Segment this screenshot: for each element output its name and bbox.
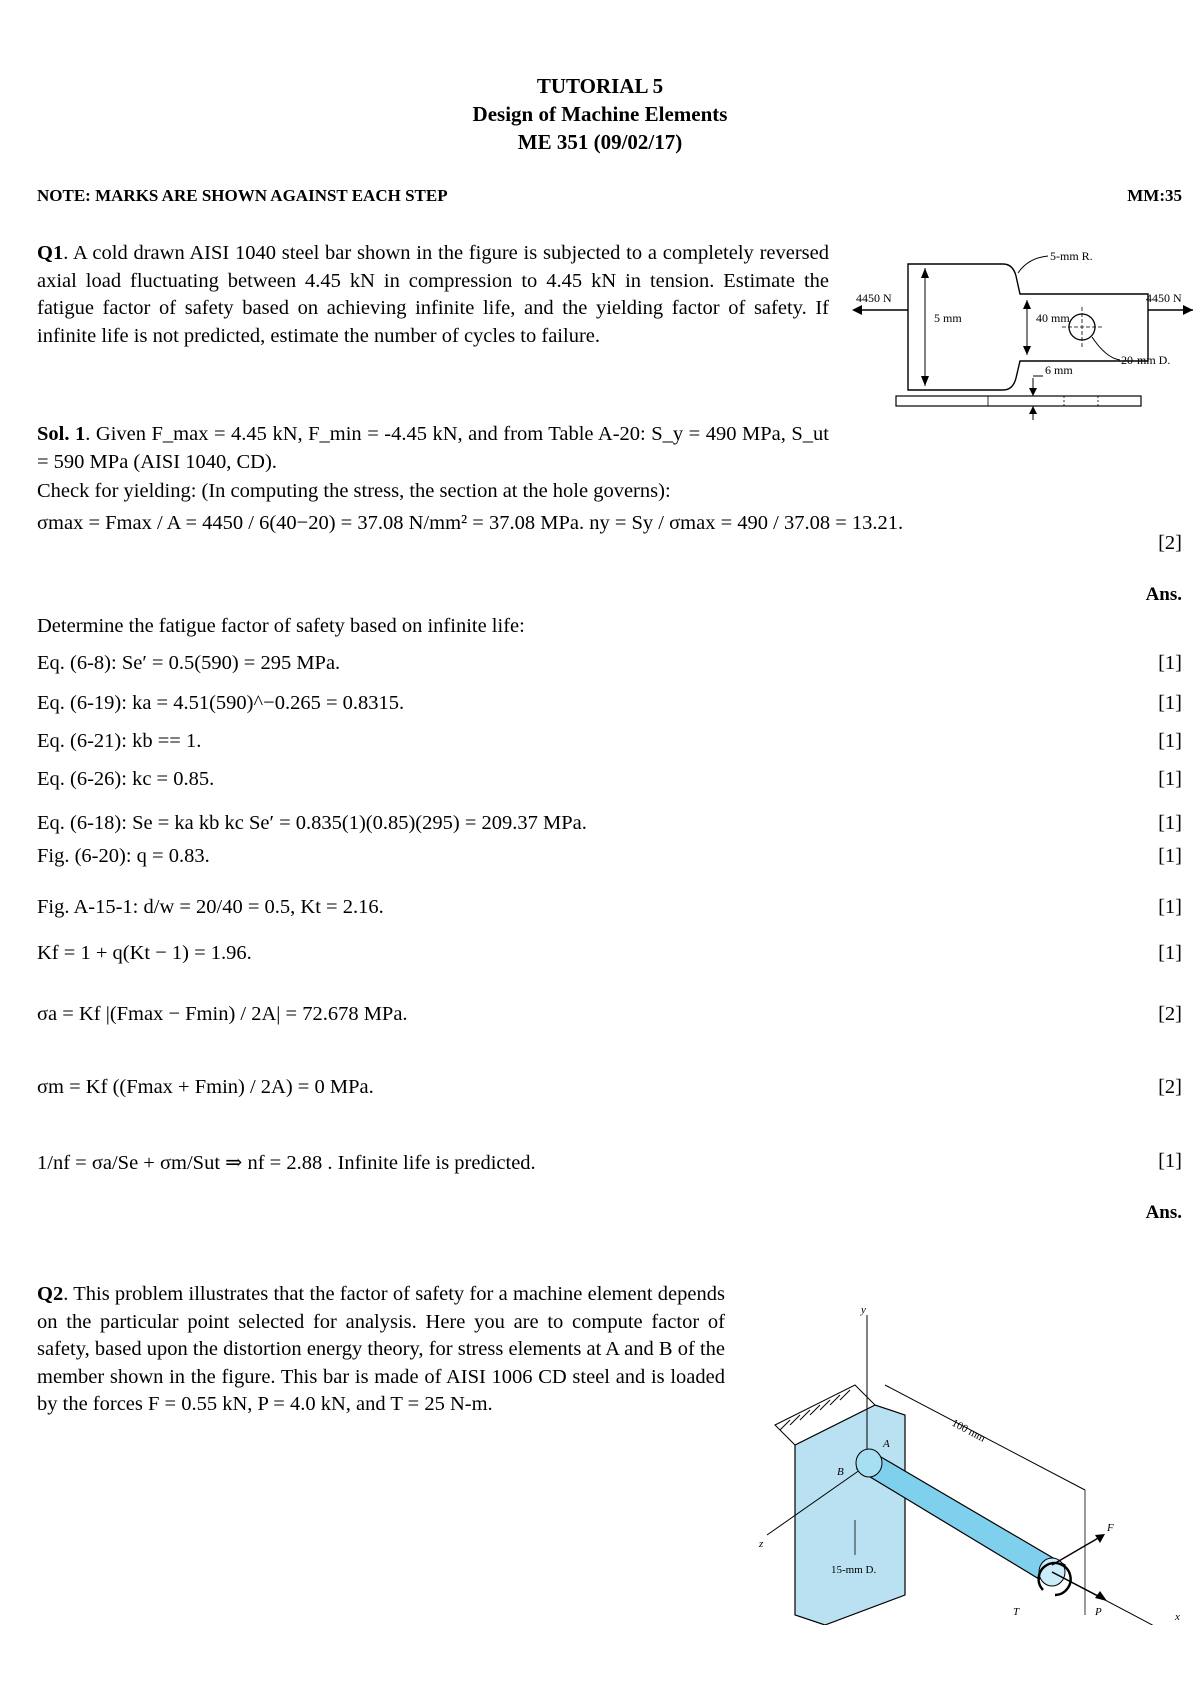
mark-eq-kf: [1] [1158, 942, 1182, 964]
mark-fig-a-15-1: [1] [1158, 896, 1182, 918]
length-label: 100 mm [949, 1417, 988, 1445]
mark-eq-sigma-a: [2] [1158, 1003, 1182, 1025]
mark-eq-6-21: [1] [1158, 730, 1182, 752]
figure-notched-bar [848, 248, 1193, 423]
diameter-label: 15-mm D. [831, 1564, 877, 1576]
eq-kf: Kf = 1 + q(Kt − 1) = 1.96. [37, 942, 252, 964]
mark-yield: [2] [1158, 532, 1182, 554]
eq-sigma-m: σm = Kf ((Fmax + Fmin) / 2A) = 0 MPa. [37, 1076, 374, 1098]
point-b-label: B [837, 1466, 844, 1478]
question-2-text: . This problem illustrates that the factor of safety for a machine element depends on the particular point selected for analysis. Here you are to compute factor of safety, based upon the distortion energy theory, for stress elements at A and B of the member shown in the figure. This bar is made of AISI 1006 CD steel and is loaded by the forces F = 0.55 kN, P = 4.0 kN, and T = 25 N-m. [37, 1283, 725, 1415]
eq-goodman: 1/nf = σa/Se + σm/Sut ⇒ nf = 2.88 . Infinite life is predicted. [37, 1152, 536, 1174]
eq-sigma-a: σa = Kf |(Fmax − Fmin) / 2A| = 72.678 MPa. [37, 1003, 408, 1025]
fig-6-20: Fig. (6-20): q = 0.83. [37, 845, 210, 867]
answer-1a: Ans. [1145, 584, 1182, 605]
figure-cantilever-shaft [755, 1295, 1195, 1625]
eq-6-26: Eq. (6-26): kc = 0.85. [37, 768, 215, 790]
force-p-label: P [1095, 1606, 1102, 1618]
question-1-label: Q1 [37, 242, 64, 264]
question-2 [37, 1281, 725, 1419]
load-right-label: 4450 N [1146, 291, 1182, 305]
answer-1b: Ans. [1145, 1202, 1182, 1223]
thickness-label: 6 mm [1045, 363, 1073, 377]
yield-check-text: Check for yielding: (In computing the stress, the section at the hole governs): [37, 480, 671, 502]
mark-eq-6-18: [1] [1158, 812, 1182, 834]
width-small-label: 5 mm [934, 311, 962, 325]
solution-1-given-text: . Given F_max = 4.45 kN, F_min = -4.45 kN, and from Table A-20: S_y = 490 MPa, S_ut = 590 MPa (AISI 1040, CD). [37, 423, 829, 473]
question-1-text: . A cold drawn AISI 1040 steel bar shown in the figure is subjected to a completely reversed axial load fluctuating between 4.45 kN in compression to 4.45 kN in tension. Estimate the fatigue factor of safety based on achieving infinite life, and the yielding factor of safety. If infinite life is not predicted, estimate the number of cycles to failure. [37, 242, 829, 347]
mark-eq-6-8: [1] [1158, 652, 1182, 674]
width-large-label: 40 mm [1036, 311, 1070, 325]
question-2-label: Q2 [37, 1283, 64, 1305]
mark-eq-6-26: [1] [1158, 768, 1182, 790]
solution-1-given [37, 421, 829, 476]
mark-eq-sigma-m: [2] [1158, 1076, 1182, 1098]
force-f-label: F [1107, 1522, 1114, 1534]
course-code: ME 351 (09/02/17) [517, 130, 683, 154]
mark-eq-goodman: [1] [1158, 1150, 1182, 1172]
axis-x-label: x [1175, 1611, 1180, 1623]
hole-label: 20-mm D. [1121, 353, 1171, 367]
fillet-label: 5-mm R. [1050, 249, 1093, 263]
max-marks: MM:35 [1127, 186, 1182, 205]
fig-a-15-1: Fig. A-15-1: d/w = 20/40 = 0.5, Kt = 2.16. [37, 896, 384, 918]
mark-fig-6-20: [1] [1158, 845, 1182, 867]
question-1 [37, 240, 829, 350]
mark-eq-6-19: [1] [1158, 692, 1182, 714]
title: TUTORIAL 5 [536, 74, 664, 98]
marks-note: NOTE: MARKS ARE SHOWN AGAINST EACH STEP [37, 186, 448, 205]
point-a-label: A [883, 1438, 890, 1450]
load-left-label: 4450 N [856, 291, 892, 305]
fatigue-intro: Determine the fatigue factor of safety based on infinite life: [37, 615, 525, 637]
axis-y-label: y [861, 1304, 866, 1316]
axis-z-label: z [759, 1538, 764, 1550]
eq-6-19: Eq. (6-19): ka = 4.51(590)^−0.265 = 0.8315. [37, 692, 405, 714]
solution-1-label: Sol. 1 [37, 423, 86, 445]
eq-yield: σmax = Fmax / A = 4450 / 6(40−20) = 37.08 N/mm² = 37.08 MPa. ny = Sy / σmax = 490 / 37.08 = 13.21. [37, 512, 904, 534]
subtitle: Design of Machine Elements [472, 102, 728, 126]
eq-6-18: Eq. (6-18): Se = ka kb kc Se′ = 0.835(1)(0.85)(295) = 209.37 MPa. [37, 812, 587, 834]
eq-6-8: Eq. (6-8): Se′ = 0.5(590) = 295 MPa. [37, 652, 341, 674]
torque-t-label: T [1013, 1606, 1020, 1618]
eq-6-21: Eq. (6-21): kb == 1. [37, 730, 202, 752]
